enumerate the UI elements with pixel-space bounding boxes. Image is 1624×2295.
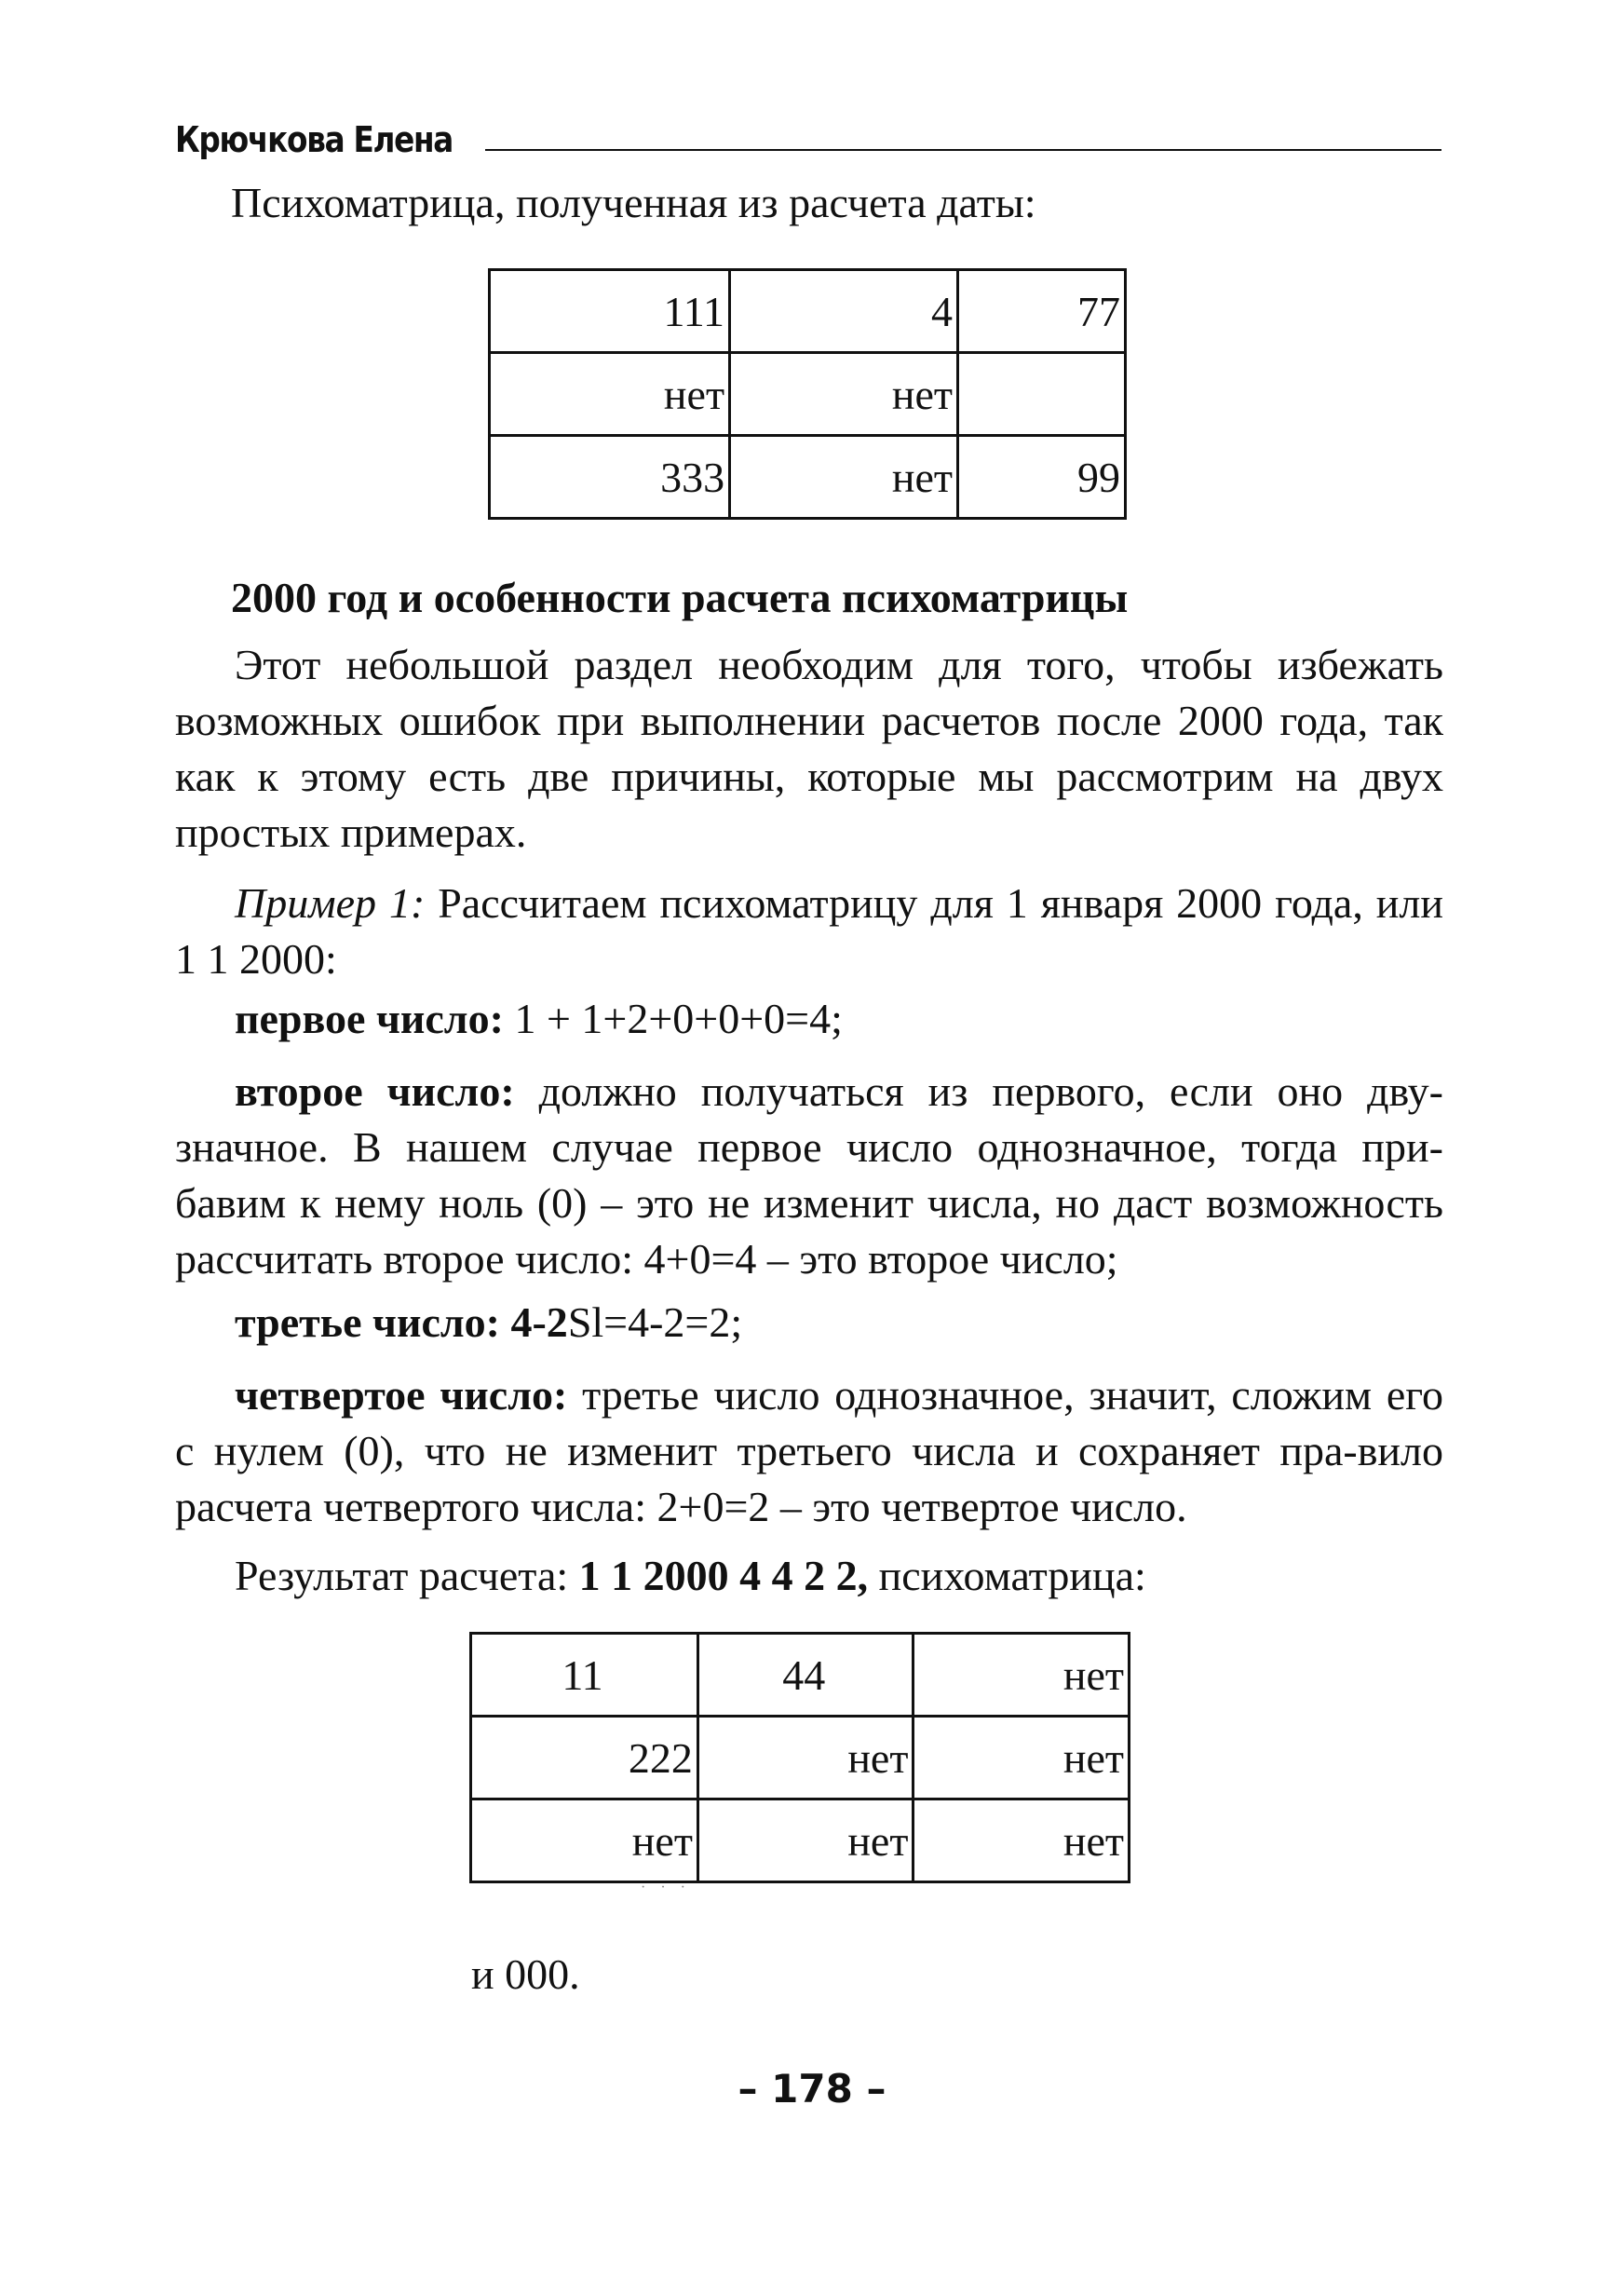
- table-cell: нет: [697, 1717, 914, 1799]
- table-row: [471, 1717, 1130, 1799]
- fourth-number-paragraph: [175, 1367, 1443, 1535]
- second-label: второе число:: [235, 1067, 515, 1115]
- second-number-paragraph: [175, 1064, 1443, 1287]
- table-cell: нет: [914, 1717, 1130, 1799]
- paragraph-intro: Этот небольшой раздел необходим для того, чтобы избежать возможных ошибок при выполнении расчетов после 2000 года, так как к этому есть две причины, которые мы рассмотрим на двух простых примерах.: [175, 641, 1443, 856]
- table-cell: 99: [958, 436, 1126, 519]
- trailing-text: и 000.: [471, 1950, 580, 1998]
- table-cell: нет: [471, 1799, 698, 1882]
- table-cell: 44: [697, 1634, 914, 1717]
- table-cell: нет: [490, 353, 730, 436]
- example-label: Пример 1:: [235, 879, 426, 927]
- result-prefix: Результат расчета:: [235, 1552, 579, 1599]
- table-cell: 111: [490, 270, 730, 353]
- fourth-label: четвертое число:: [235, 1371, 568, 1419]
- author-name: Крючкова Елена: [175, 119, 453, 160]
- table-cell: 77: [958, 270, 1126, 353]
- table-row: [490, 270, 1126, 353]
- table-cell: 11: [471, 1634, 698, 1717]
- result-bold: 1 1 2000 4 4 2 2,: [578, 1552, 869, 1599]
- running-header: [175, 104, 1441, 160]
- psychomatrix-table-2: [469, 1632, 1130, 1883]
- fourth-text: третье число однозначное, значит, сложим его с нулем (0), что не изменит третьего числа и сохраняет пра-вило расчета четвертого числа: 2+0=2 – это четвертое число.: [175, 1371, 1443, 1530]
- result-paragraph: [175, 1548, 1443, 1604]
- example-text: Рассчитаем психоматрицу для 1 января 2000 года, или 1 1 2000:: [175, 879, 1443, 983]
- table-row: [471, 1799, 1130, 1882]
- scan-artifact-dots: · · ·: [641, 1880, 691, 1895]
- table-cell: нет: [730, 436, 958, 519]
- third-number-paragraph: [175, 1295, 1443, 1351]
- first-text: 1 + 1+2+0+0+0=4;: [503, 995, 843, 1042]
- table-cell: нет: [697, 1799, 914, 1882]
- first-number-paragraph: [175, 991, 1443, 1047]
- table-cell: нет: [914, 1634, 1130, 1717]
- third-label: третье число:: [235, 1298, 500, 1346]
- table-row: [490, 436, 1126, 519]
- second-text: должно получаться из первого, если оно дву-значное. В нашем случае первое число однозначное, тогда при-бавим к нему ноль (0) – это не изменит числа, но даст возможность рассчитать второе число: 4+0=4 – это второе число;: [175, 1067, 1443, 1283]
- table-cell: 333: [490, 436, 730, 519]
- example-paragraph: [175, 876, 1443, 987]
- table-cell: 4: [730, 270, 958, 353]
- table-cell: нет: [914, 1799, 1130, 1882]
- third-text: Sl=4-2=2;: [567, 1298, 743, 1346]
- result-suffix: психоматрица:: [868, 1552, 1146, 1599]
- third-bold: 4-2: [499, 1298, 568, 1346]
- header-rule: [485, 149, 1441, 151]
- table-cell: [958, 353, 1126, 436]
- intro-text: Психоматрица, полученная из расчета даты:: [231, 179, 1036, 226]
- table-row: [490, 353, 1126, 436]
- first-label: первое число:: [235, 995, 504, 1042]
- table-row: [471, 1634, 1130, 1717]
- page-number: – 178 –: [738, 2066, 886, 2112]
- table-cell: нет: [730, 353, 958, 436]
- section-title: 2000 год и особенности расчета психоматрицы: [231, 574, 1129, 621]
- table-cell: 222: [471, 1717, 698, 1799]
- psychomatrix-table-1: [488, 268, 1127, 520]
